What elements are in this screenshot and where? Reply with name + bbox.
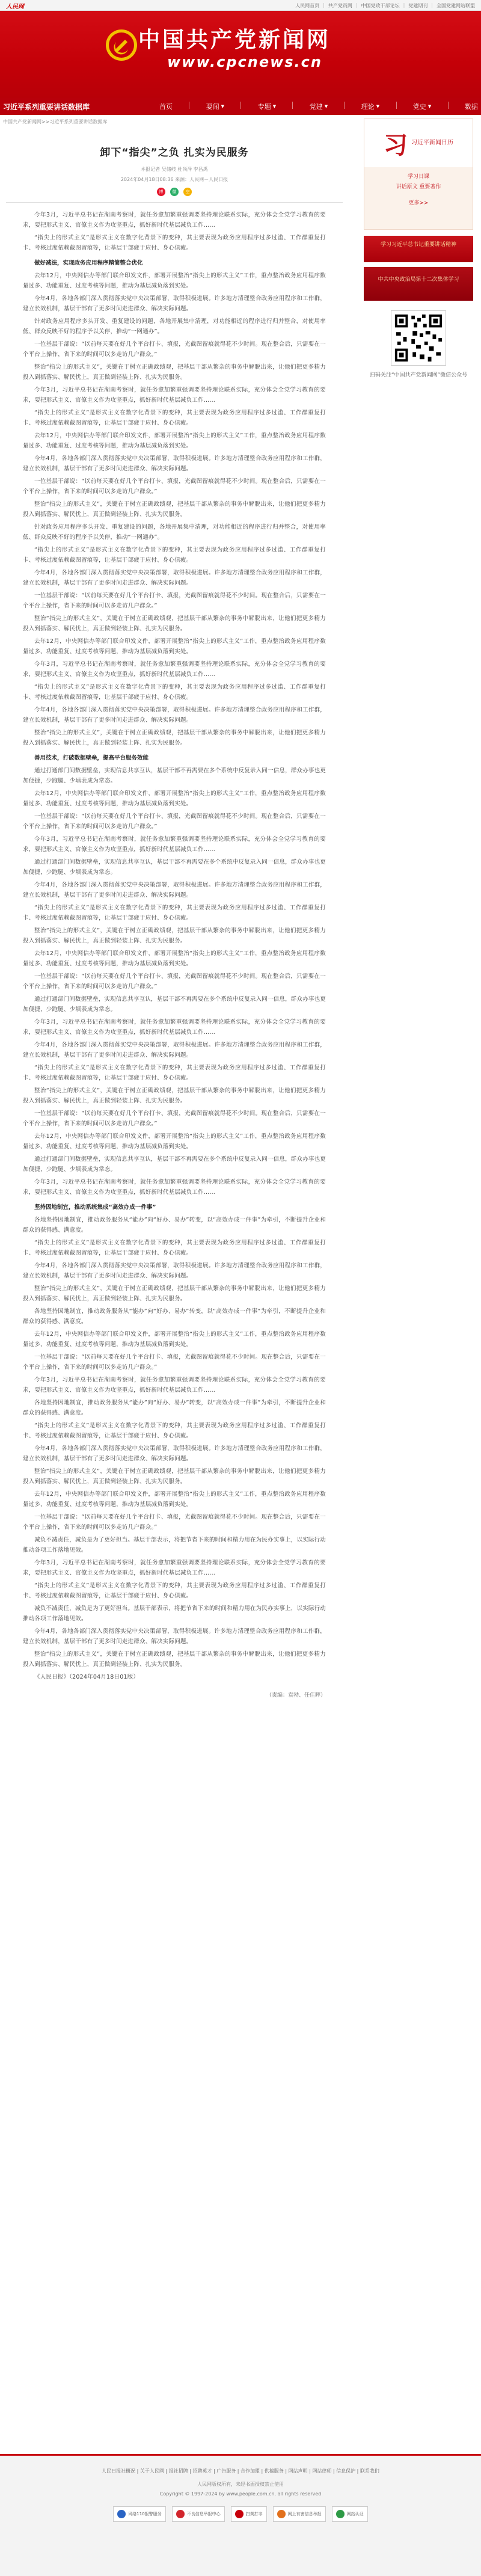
paragraph: 今年4月，各地各部门深入贯彻落实党中央决策部署，取得积极进展。许多地方清理整合政务应用程序和工作群，建立长效机制，基层干部有了更多时间走进群众、解决实际问题。 [23, 1628, 326, 1645]
top-link-2[interactable]: 中国党政干部论坛 [361, 2, 400, 8]
paragraph: 针对政务应用程序多头开发、重复建设的问题，各地开展集中清理，对功能相近的程序进行归并整合，对使用率低、群众反映不好的程序予以关停，推动“一网通办”。 [23, 524, 326, 541]
article [6, 131, 343, 1698]
paragraph: 今年4月，各地各部门深入贯彻落实党中央决策部署，取得积极进展。许多地方清理整合政务应用程序和工作群，建立长效机制，基层干部有了更多时间走进群众、解决实际问题。 [23, 1445, 326, 1462]
paragraph: 针对政务应用程序多头开发、重复建设的问题，各地开展集中清理，对功能相近的程序进行归并整合，对使用率低、群众反映不好的程序予以关停，推动“一网通办”。 [23, 318, 326, 335]
nav-label: 党建 [309, 103, 323, 111]
nav-label: 专题 [257, 103, 271, 111]
qr-caption: 扫码关注“中国共产党新闻网”微信公众号 [369, 372, 468, 378]
paragraph: 去年12月，中央网信办等部门联合印发文件，部署开展整治“指尖上的形式主义”工作，重点整治政务应用程序数量过多、功能重复、过度考核等问题，推动为基层减负落到实处。 [23, 1133, 326, 1150]
chevron-down-icon: ▼ [221, 104, 225, 109]
paragraph: 一位基层干部说：“以前每天要在好几个平台打卡、填报，光截图留痕就得花不少时间。现在整合后，只需要在一个平台上操作，省下来的时间可以多走访几户群众。” [23, 1110, 326, 1127]
promo-calligraphy: 习 [384, 131, 408, 159]
source-line: 《人民日报》（2024年04月18日01版） [34, 1674, 139, 1680]
promo-more-link[interactable]: 更多>> [408, 200, 429, 206]
promo-subtitle: 学习日课 [407, 174, 429, 180]
paragraph: 今年3月，习近平总书记在湖南考察时，就任务愈加繁重强调要坚持理论联系实际，充分体会全党学习教育的要求，要把形式主义、官僚主义作为攻坚重点，抓好新时代基层减负工作…… [23, 661, 326, 678]
paragraph: 整治“指尖上的形式主义”，关键在于树立正确政绩观，把基层干部从繁杂的事务中解脱出来，让他们把更多精力投入到抓落实、解民忧上，真正做到轻装上阵、扎实为民服务。 [23, 501, 326, 518]
check-icon [336, 2510, 345, 2518]
badge-label: 不良信息举报中心 [186, 2512, 221, 2516]
paragraph: 今年4月，各地各部门深入贯彻落实党中央决策部署，取得积极进展。许多地方清理整合政务应用程序和工作群，建立长效机制，基层干部有了更多时间走进群众、解决实际问题。 [23, 1262, 326, 1279]
politburo-banner[interactable] [364, 267, 473, 301]
paragraph: 一位基层干部说：“以前每天要在好几个平台打卡、填报，光截图留痕就得花不少时间。现在整合后，只需要在一个平台上操作，省下来的时间可以多走访几户群众。” [23, 973, 326, 990]
badge-label: 网站认证 [346, 2512, 364, 2516]
paragraph: 今年4月，各地各部门深入贯彻落实党中央决策部署，取得积极进展。许多地方清理整合政务应用程序和工作群，建立长效机制，基层干部有了更多时间走进群众、解决实际问题。 [23, 570, 326, 586]
separator: | [431, 2, 433, 8]
news-calendar-promo[interactable] [364, 118, 473, 230]
paragraph: “指尖上的形式主义”是形式主义在数字化背景下的变种，其主要表现为政务应用程序过多过滥、工作群重复打卡、考核过度依赖截图留痕等，让基层干部疲于应付、身心俱疲。 [23, 905, 326, 921]
divider [6, 202, 343, 203]
paragraph: 今年3月，习近平总书记在湖南考察时，就任务愈加繁重强调要坚持理论联系实际，充分体会全党学习教育的要求，要把形式主义、官僚主义作为攻坚重点，抓好新时代基层减负工作…… [23, 1377, 326, 1394]
site-banner [0, 11, 481, 98]
warning-icon [277, 2510, 286, 2518]
study-banner-text: 学习习近平总书记重要讲话精神 [380, 242, 456, 248]
nav-item-history[interactable] [413, 102, 431, 111]
paragraph: 今年3月，习近平总书记在湖南考察时，就任务愈加繁重强调要坚持理论联系实际，充分体会全党学习教育的要求，要把形式主义、官僚主义作为攻坚重点，抓好新时代基层减负工作…… [23, 836, 326, 853]
section-heading: 坚持因地制宜，推动系统集成“高效办成一件事” [34, 1204, 156, 1211]
paragraph: 一位基层干部说：“以前每天要在好几个平台打卡、填报，光截图留痕就得花不少时间。现在整合后，只需要在一个平台上操作，省下来的时间可以多走访几户群众。” [23, 1354, 326, 1371]
paragraph: 通过打通部门间数据壁垒，实现信息共享互认，基层干部不再需要在多个系统中反复录入同一信息，群众办事也更加便捷，少跑腿、少填表成为常态。 [23, 996, 326, 1013]
paragraph: 各地坚持因地制宜，推动政务服务从“能办”向“好办、易办”转变，以“高效办成一件事”为牵引，不断提升企业和群众的获得感、满意度。 [23, 1400, 326, 1416]
paragraph: 一位基层干部说：“以前每天要在好几个平台打卡、填报，光截图留痕就得花不少时间。现在整合后，只需要在一个平台上操作，省下来的时间可以多走访几户群众。” [23, 813, 326, 830]
paragraph: “指尖上的形式主义”是形式主义在数字化背景下的变种，其主要表现为政务应用程序过多过滥、工作群重复打卡、考核过度依赖截图留痕等，让基层干部疲于应付、身心俱疲。 [23, 547, 326, 564]
nav-item-party-building[interactable] [310, 102, 328, 111]
paragraph: 整治“指尖上的形式主义”，关键在于树立正确政绩观，把基层干部从繁杂的事务中解脱出来，让他们把更多精力投入到抓落实、解民忧上，真正做到轻装上阵、扎实为民服务。 [23, 730, 326, 746]
flag-icon [235, 2510, 244, 2518]
paragraph: 通过打通部门间数据壁垒，实现信息共享互认，基层干部不再需要在多个系统中反复录入同一信息，群众办事也更加便捷，少跑腿、少填表成为常态。 [23, 1156, 326, 1173]
nav-divider [292, 102, 293, 109]
top-utility-bar [0, 0, 481, 11]
nav-item-home[interactable] [159, 102, 173, 111]
paragraph: 去年12月，中央网信办等部门联合印发文件，部署开展整治“指尖上的形式主义”工作，重点整治政务应用程序数量过多、功能重复、过度考核等问题，推动为基层减负落到实处。 [23, 1491, 326, 1508]
site-footer [0, 2454, 481, 2576]
paragraph: 去年12月，中央网信办等部门联合印发文件，部署开展整治“指尖上的形式主义”工作，重点整治政务应用程序数量过多、功能重复、过度考核等问题，推动为基层减负落到实处。 [23, 790, 326, 807]
nav-label: 党史 [412, 103, 426, 111]
paragraph: 各地坚持因地制宜，推动政务服务从“能办”向“好办、易办”转变，以“高效办成一件事”为牵引，不断提升企业和群众的获得感、满意度。 [23, 1217, 326, 1234]
paragraph: 一位基层干部说：“以前每天要在好几个平台打卡、填报，光截图留痕就得花不少时间。现在整合后，只需要在一个平台上操作，省下来的时间可以多走访几户群众。” [23, 478, 326, 495]
article-title: 卸下“指尖”之负 扎实为民服务 [100, 147, 249, 159]
brand-url: www.cpcnews.cn [167, 54, 322, 70]
paragraph: 今年4月，各地各部门深入贯彻落实党中央决策部署，取得积极进展。许多地方清理整合政务应用程序和工作群，建立长效机制，基层干部有了更多时间走进群众、解决实际问题。 [23, 707, 326, 724]
chevron-down-icon: ▼ [272, 104, 277, 109]
section-heading: 善用技术，打破数据壁垒，提高平台服务效能 [34, 755, 149, 761]
paragraph: 整治“指尖上的形式主义”，关键在于树立正确政绩观，把基层干部从繁杂的事务中解脱出来，让他们把更多精力投入到抓落实、解民忧上，真正做到轻装上阵、扎实为民服务。 [23, 1468, 326, 1485]
paragraph: 今年4月，各地各部门深入贯彻落实党中央决策部署，取得积极进展。许多地方清理整合政务应用程序和工作群，建立长效机制，基层干部有了更多时间走进群众、解决实际问题。 [23, 1042, 326, 1059]
paragraph: 减负不减责任，减负是为了更好担当。基层干部表示，将把节省下来的时间和精力用在为民办实事上，以实际行动推动各项工作落地见效。 [23, 1605, 326, 1622]
paragraph: 一位基层干部说：“以前每天要在好几个平台打卡、填报，光截图留痕就得花不少时间。现在整合后，只需要在一个平台上操作，省下来的时间可以多走访几户群众。” [23, 1514, 326, 1531]
separator: | [355, 2, 358, 8]
qr-code-icon [391, 310, 446, 366]
politburo-banner-text: 中共中央政治局第十二次集体学习 [378, 277, 459, 283]
footer-badges [6, 2506, 475, 2522]
paragraph: 一位基层干部说：“以前每天要在好几个平台打卡、填报，光截图留痕就得花不少时间。现在整合后，只需要在一个平台上操作，省下来的时间可以多走访几户群众。” [23, 341, 326, 358]
article-body [6, 210, 343, 1682]
nav-divider [396, 102, 397, 109]
separator: | [323, 2, 325, 8]
nav-item-theory[interactable] [361, 102, 379, 111]
paragraph: 整治“指尖上的形式主义”，关键在于树立正确政绩观，把基层干部从繁杂的事务中解脱出来，让他们把更多精力投入到抓落实、解民忧上，真正做到轻装上阵、扎实为民服务。 [23, 615, 326, 632]
editor-row [6, 1691, 343, 1698]
banner-title[interactable] [138, 28, 331, 71]
paragraph: 去年12月，中央网信办等部门联合印发文件，部署开展整治“指尖上的形式主义”工作，重点整治政务应用程序数量过多、功能重复、过度考核等问题，推动为基层减负落到实处。 [23, 950, 326, 967]
paragraph: “指尖上的形式主义”是形式主义在数字化背景下的变种，其主要表现为政务应用程序过多过滥、工作群重复打卡、考核过度依赖截图留痕等，让基层干部疲于应付、身心俱疲。 [23, 1240, 326, 1256]
paragraph: 整治“指尖上的形式主义”，关键在于树立正确政绩观，把基层干部从繁杂的事务中解脱出来，让他们把更多精力投入到抓落实、解民忧上，真正做到轻装上阵、扎实为民服务。 [23, 1087, 326, 1104]
top-link-3[interactable]: 党建期刊 [408, 2, 428, 8]
paragraph: 去年12月，中央网信办等部门联合印发文件，部署开展整治“指尖上的形式主义”工作，重点整治政务应用程序数量过多、功能重复、过度考核等问题，推动为基层减负落到实处。 [23, 272, 326, 289]
nav-label: 首页 [159, 103, 173, 111]
paragraph: 今年3月，习近平总书记在湖南考察时，就任务愈加繁重强调要坚持理论联系实际，充分体会全党学习教育的要求，要把形式主义、官僚主义作为攻坚重点，抓好新时代基层减负工作…… [23, 212, 326, 229]
promo-header [364, 119, 473, 167]
nav-divider [344, 102, 345, 109]
paragraph: “指尖上的形式主义”是形式主义在数字化背景下的变种，其主要表现为政务应用程序过多过滥、工作群重复打卡、考核过度依赖截图留痕等，让基层干部疲于应付、身心俱疲。 [23, 1422, 326, 1439]
paragraph: “指尖上的形式主义”是形式主义在数字化背景下的变种，其主要表现为政务应用程序过多过滥、工作群重复打卡、考核过度依赖截图留痕等，让基层干部疲于应付、身心俱疲。 [23, 684, 326, 701]
report-badge[interactable] [172, 2506, 225, 2522]
nav-label: 数据 [464, 103, 478, 111]
brand-name: 中国共产党新闻网 [138, 28, 331, 52]
top-link-1[interactable]: 共产党员网 [328, 2, 352, 8]
paragraph: “指尖上的形式主义”是形式主义在数字化背景下的变种，其主要表现为政务应用程序过多过滥、工作群重复打卡、考核过度依赖截图留痕等，让基层干部疲于应付、身心俱疲。 [23, 1065, 326, 1081]
nav-item-topics[interactable] [258, 102, 276, 111]
nav-divider [240, 102, 241, 109]
police-badge[interactable] [113, 2506, 165, 2522]
nav-label: 理论 [361, 103, 375, 111]
database-title[interactable]: 习近平系列重要讲话数据库 [3, 102, 90, 111]
chevron-down-icon: ▼ [376, 104, 380, 109]
main-nav [0, 98, 481, 115]
people-logo[interactable]: 人民网 [6, 3, 24, 10]
paragraph: “指尖上的形式主义”是形式主义在数字化背景下的变种，其主要表现为政务应用程序过多过滥、工作群重复打卡、考核过度依赖截图留痕等，让基层干部疲于应付、身心俱疲。 [23, 410, 326, 426]
article-authors: 本报记者 吴储岐 杜尚泽 李昌禹 [141, 167, 208, 172]
paragraph: 整治“指尖上的形式主义”，关键在于树立正确政绩观，把基层干部从繁杂的事务中解脱出来，让他们把更多精力投入到抓落实、解民忧上，真正做到轻装上阵、扎实为民服务。 [23, 1285, 326, 1302]
top-links [295, 2, 475, 9]
badge-label: 网络110报警服务 [128, 2512, 162, 2516]
nav-label: 要闻 [206, 103, 219, 111]
paragraph: 通过打通部门间数据壁垒，实现信息共享互认，基层干部不再需要在多个系统中反复录入同一信息，群众办事也更加便捷，少跑腿、少填表成为常态。 [23, 767, 326, 784]
article-meta [6, 176, 343, 183]
paragraph: 减负不减责任，减负是为了更好担当。基层干部表示，将把节省下来的时间和精力用在为民办实事上，以实际行动推动各项工作落地见效。 [23, 1537, 326, 1554]
harmful-info-badge[interactable] [273, 2506, 326, 2522]
separator: | [403, 2, 405, 8]
site-certification-badge[interactable] [332, 2506, 368, 2522]
paragraph: 今年4月，各地各部门深入贯彻落实党中央决策部署，取得积极进展。许多地方清理整合政务应用程序和工作群，建立长效机制，基层干部有了更多时间走进群众、解决实际问题。 [23, 882, 326, 899]
paragraph: 一位基层干部说：“以前每天要在好几个平台打卡、填报，光截图留痕就得花不少时间。现在整合后，只需要在一个平台上操作，省下来的时间可以多走访几户群众。” [23, 592, 326, 609]
top-link-0[interactable]: 人民网首页 [295, 2, 320, 8]
chevron-down-icon: ▼ [427, 104, 432, 109]
editor-credit: （责编：袁勃、任佳晖） [266, 1692, 326, 1698]
paragraph: 整治“指尖上的形式主义”，关键在于树立正确政绩观，把基层干部从繁杂的事务中解脱出来，让他们把更多精力投入到抓落实、解民忧上，真正做到轻装上阵、扎实为民服务。 [23, 1651, 326, 1668]
top-link-4[interactable]: 全国党建网站联盟 [437, 2, 475, 8]
article-header [6, 144, 343, 203]
paragraph: 去年12月，中央网信办等部门联合印发文件，部署开展整治“指尖上的形式主义”工作，重点整治政务应用程序数量过多、功能重复、过度考核等问题，推动为基层减负落到实处。 [23, 1331, 326, 1348]
sidebar [364, 118, 473, 380]
chevron-down-icon: ▼ [324, 104, 328, 109]
share-bar [6, 188, 343, 196]
copyright-line-cn: 人民网版权所有，未经书面授权禁止使用 [197, 2482, 284, 2487]
paragraph: 今年3月，习近平总书记在湖南考察时，就任务愈加繁重强调要坚持理论联系实际，充分体会全党学习教育的要求，要把形式主义、官僚主义作为攻坚重点，抓好新时代基层减负工作…… [23, 387, 326, 404]
promo-subtitle-2: 讲话原文 重要著作 [396, 184, 441, 190]
nav-item-news[interactable] [206, 102, 224, 111]
promo-brand: 习近平新闻日历 [411, 140, 453, 146]
paragraph: “指尖上的形式主义”是形式主义在数字化背景下的变种，其主要表现为政务应用程序过多过滥、工作群重复打卡、考核过度依赖截图留痕等，让基层干部疲于应付、身心俱疲。 [23, 1582, 326, 1599]
badge-label: 扫黄打非 [245, 2512, 263, 2516]
paragraph: 去年12月，中央网信办等部门联合印发文件，部署开展整治“指尖上的形式主义”工作，重点整治政务应用程序数量过多、功能重复、过度考核等问题，推动为基层减负落到实处。 [23, 432, 326, 449]
wechat-share-icon[interactable]: 微 [170, 188, 179, 196]
weibo-share-icon[interactable]: 博 [157, 188, 165, 196]
paragraph: 通过打通部门间数据壁垒，实现信息共享互认，基层干部不再需要在多个系统中反复录入同一信息，群众办事也更加便捷，少跑腿、少填表成为常态。 [23, 859, 326, 876]
paragraph: 整治“指尖上的形式主义”，关键在于树立正确政绩观，把基层干部从繁杂的事务中解脱出来，让他们把更多精力投入到抓落实、解民忧上，真正做到轻装上阵、扎实为民服务。 [23, 927, 326, 944]
qzone-share-icon[interactable]: 空 [183, 188, 192, 196]
paragraph: 今年3月，习近平总书记在湖南考察时，就任务愈加繁重强调要坚持理论联系实际，充分体会全党学习教育的要求，要把形式主义、官僚主义作为攻坚重点，抓好新时代基层减负工作…… [23, 1179, 326, 1196]
article-date-source: 2024年04月18日08:36 来源：人民网－人民日报 [120, 177, 228, 182]
paragraph: 今年3月，习近平总书记在湖南考察时，就任务愈加繁重强调要坚持理论联系实际，充分体会全党学习教育的要求，要把形式主义、官僚主义作为攻坚重点，抓好新时代基层减负工作…… [23, 1019, 326, 1036]
nav-item-data[interactable] [465, 102, 478, 111]
study-banner[interactable] [364, 236, 473, 262]
paragraph: “指尖上的形式主义”是形式主义在数字化背景下的变种，其主要表现为政务应用程序过多过滥、工作群重复打卡、考核过度依赖截图留痕等，让基层干部疲于应付、身心俱疲。 [23, 235, 326, 251]
paragraph: 今年4月，各地各部门深入贯彻落实党中央决策部署，取得积极进展。许多地方清理整合政务应用程序和工作群，建立长效机制，基层干部有了更多时间走进群众、解决实际问题。 [23, 295, 326, 312]
alert-icon [176, 2510, 185, 2518]
section-heading: 做好减法，实现政务应用程序精简整合优化 [34, 260, 143, 266]
paragraph: 今年4月，各地各部门深入贯彻落实党中央决策部署，取得积极进展。许多地方清理整合政务应用程序和工作群，建立长效机制，基层干部有了更多时间走进群众、解决实际问题。 [23, 455, 326, 472]
badge-label: 网上有害信息举报 [287, 2512, 322, 2516]
paragraph: 今年3月，习近平总书记在湖南考察时，就任务愈加繁重强调要坚持理论联系实际，充分体会全党学习教育的要求，要把形式主义、官僚主义作为攻坚重点，抓好新时代基层减负工作…… [23, 1560, 326, 1576]
paragraph: 整治“指尖上的形式主义”，关键在于树立正确政绩观，把基层干部从繁杂的事务中解脱出来，让他们把更多精力投入到抓落实、解民忧上，真正做到轻装上阵、扎实为民服务。 [23, 364, 326, 381]
nav-divider [448, 102, 449, 109]
copyright-line-en: Copyright © 1997-2024 by www.people.com.cn. all rights reserved [159, 2491, 322, 2497]
footer-links[interactable]: 人民日报社概况 | 关于人民网 | 报社招聘 | 招聘英才 | 广告服务 | 合作加盟 | 供稿服务 | 网站声明 | 网站律师 | 信息保护 | 联系我们 [102, 2468, 379, 2474]
qr-code-box [364, 310, 473, 380]
shield-icon [117, 2510, 126, 2518]
paragraph: 去年12月，中央网信办等部门联合印发文件，部署开展整治“指尖上的形式主义”工作，重点整治政务应用程序数量过多、功能重复、过度考核等问题，推动为基层减负落到实处。 [23, 638, 326, 655]
breadcrumb[interactable]: 中国共产党新闻网>>习近平系列重要讲话数据库 [3, 119, 108, 124]
party-emblem-icon [105, 29, 138, 61]
anti-porn-badge[interactable] [231, 2506, 267, 2522]
paragraph: 各地坚持因地制宜，推动政务服务从“能办”向“好办、易办”转变，以“高效办成一件事”为牵引，不断提升企业和群众的获得感、满意度。 [23, 1308, 326, 1325]
